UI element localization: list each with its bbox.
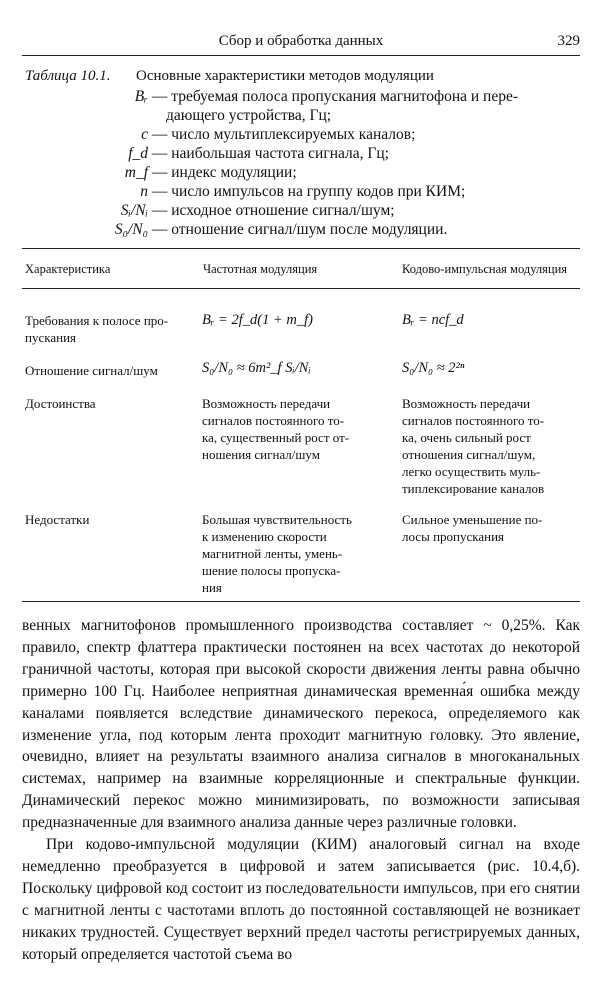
legend-desc: — число импульсов на группу кодов при КИМ; bbox=[151, 183, 466, 200]
legend-symbol: S₀/N₀ bbox=[114, 221, 148, 238]
legend-desc: — исходное отношение сигнал/шум; bbox=[151, 202, 395, 219]
legend-item-c bbox=[130, 125, 415, 144]
legend-symbol: f_d bbox=[128, 145, 148, 162]
table-cell-pcm-formula: S₀/N₀ ≈ 2²ⁿ bbox=[402, 360, 465, 376]
legend-desc: — наибольшая частота сигнала, Гц; bbox=[151, 145, 389, 162]
table-cell-pcm-formula: Bᵣ = ncf_d bbox=[402, 312, 464, 328]
table-cell-fm-formula: S₀/N₀ ≈ 6m²_f Sᵢ/Nᵢ bbox=[202, 360, 311, 376]
table-cell-pcm-text: Возможность передачи сигналов постоянного то- ка, очень сильный рост отношения сигнал/шум, легко осуществить муль- типлексирование каналов bbox=[402, 396, 545, 496]
table-cell-characteristic: Недостатки bbox=[25, 512, 90, 527]
table-header-fm: Частотная модуляция bbox=[203, 262, 318, 276]
table-cell-characteristic: Достоинства bbox=[25, 396, 96, 411]
table-header-pcm: Кодово-импульсная модуляция bbox=[402, 262, 568, 276]
table-cell-fm-text: Возможность передачи сигналов постоянного то- ка, существенный рост от- ношения сигнал/шум bbox=[202, 396, 350, 462]
legend-item-s0-n0 bbox=[104, 220, 447, 239]
legend-item-si-ni bbox=[106, 201, 395, 220]
running-header-title: Сбор и обработка данных bbox=[218, 33, 384, 49]
legend-item-fd bbox=[124, 144, 389, 163]
body-text bbox=[22, 615, 580, 966]
legend-item-mf bbox=[120, 163, 297, 182]
legend-desc: дающего устройства, Гц; bbox=[166, 107, 332, 124]
legend-item-n bbox=[130, 182, 465, 201]
legend-symbol: c bbox=[141, 126, 148, 143]
page-number: 329 bbox=[557, 33, 580, 49]
legend-item-br bbox=[124, 87, 518, 106]
legend-desc: — число мультиплексируемых каналов; bbox=[151, 126, 416, 143]
legend-desc: — требуемая полоса пропускания магнитофона и пере- bbox=[151, 88, 519, 105]
paragraph: венных магнитофонов промышленного производства составляет ~ 0,25%. Как правило, спектр флаттера практически постоянен на всех частотах до некоторой граничной частоты, которая при высокой скорости движения ленты равна обычно примерно 100 Гц. Наиболее неприятная динамическая временна́я ошибка между каналами появляется вследствие динамического перекоса, определяемого как изменение угла, под которым лента проходит магнитную головку. Это явление, очевидно, влияет на результаты взаимного анализа сигналов в многоканальных системах, например на взаимные корреляционные и спектральные функции. Динамический перекос можно минимизировать, по возможности записывая предназначенные для взаимного анализа данные через различные головки. bbox=[22, 617, 580, 832]
table-cell-pcm-text: Сильное уменьшение по- лосы пропускания bbox=[402, 512, 543, 544]
legend-symbol: m_f bbox=[124, 164, 148, 181]
header-rule bbox=[22, 55, 580, 56]
legend-symbol: Bᵣ bbox=[134, 88, 148, 105]
legend-desc: — отношение сигнал/шум после модуляции. bbox=[151, 221, 448, 238]
table-cell-fm-text: Большая чувствительность к изменению скорости магнитной ленты, умень- шение полосы пропуска- ния bbox=[202, 512, 352, 595]
table-caption-label: Таблица 10.1. bbox=[25, 68, 111, 84]
table-cell-fm-formula: Bᵣ = 2f_d(1 + m_f) bbox=[202, 312, 313, 328]
paragraph: При кодово-импульсной модуляции (КИМ) аналоговый сигнал на входе немедленно преобразуется в цифровой и затем записывается (рис. 10.4,б). Поскольку цифровой код состоит из последовательности импульсов, при его снятии с магнитной ленты с частотами вплоть до постоянной составляющей не возникает никаких трудностей. Существует верхний предел частоты регистрируемых данных, который определяется частотой съема во bbox=[22, 836, 580, 963]
table-header-rule bbox=[22, 288, 580, 289]
table-cell-characteristic: Требования к полосе про- пускания bbox=[25, 313, 169, 345]
legend-item-br-cont bbox=[166, 106, 331, 125]
legend-symbol: Sᵢ/Nᵢ bbox=[120, 202, 148, 219]
legend-desc: — индекс модуляции; bbox=[151, 164, 297, 181]
table-top-rule bbox=[22, 248, 580, 249]
table-cell-characteristic: Отношение сигнал/шум bbox=[25, 363, 158, 378]
table-caption-title: Основные характеристики методов модуляции bbox=[136, 68, 434, 84]
legend-symbol: n bbox=[140, 183, 148, 200]
table-header-characteristic: Характеристика bbox=[25, 262, 111, 276]
table-bottom-rule bbox=[22, 601, 580, 602]
